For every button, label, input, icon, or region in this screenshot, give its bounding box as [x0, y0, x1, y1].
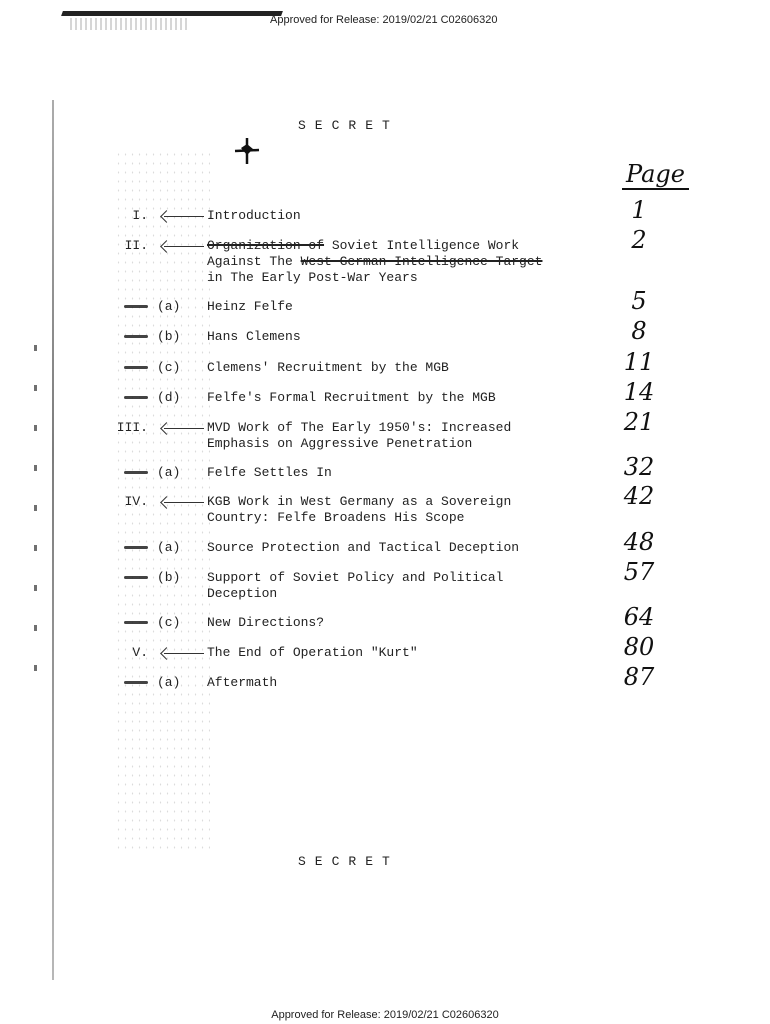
- toc-page-number: 48: [623, 528, 655, 556]
- toc-subsection-label: (b): [157, 329, 181, 344]
- toc-entry-title: Clemens' Recruitment by the MGB: [207, 360, 449, 375]
- toc-page-number: 42: [623, 482, 655, 510]
- release-stamp-bottom: Approved for Release: 2019/02/21 C02606320: [271, 1009, 499, 1021]
- toc-entry-title: Introduction: [207, 208, 301, 223]
- toc-page-number: 11: [623, 348, 655, 376]
- toc-page-number: 2: [631, 226, 647, 254]
- toc-entry-title: Heinz Felfe: [207, 299, 293, 314]
- numeral-scribble-mark: [124, 335, 148, 338]
- toc-entry-title: Felfe Settles In: [207, 465, 332, 480]
- page-column-heading: Page: [622, 162, 689, 190]
- toc-entry-title: New Directions?: [207, 615, 325, 630]
- toc-entry-title: Felfe's Formal Recruitment by the MGB: [207, 390, 496, 405]
- toc-page-number: 32: [623, 453, 655, 481]
- toc-section-numeral: III.: [116, 420, 148, 435]
- toc-entry-title: Hans Clemens: [207, 329, 301, 344]
- toc-subsection-label: (a): [157, 299, 181, 314]
- toc-page-number: 64: [623, 603, 655, 631]
- toc-entry-title: MVD Work of The Early 1950's: Increased Emphasis on Aggressive Penetration: [207, 420, 512, 451]
- numeral-scribble-mark: [124, 396, 148, 399]
- numeral-scribble-mark: [124, 576, 148, 579]
- hand-arrow-mark: [164, 653, 204, 654]
- hand-arrow-mark: [164, 246, 204, 247]
- toc-page-number: 5: [631, 287, 647, 315]
- toc-page-number: 21: [623, 408, 655, 436]
- toc-subsection-label: (c): [157, 615, 181, 630]
- toc-page-number: 8: [631, 317, 647, 345]
- toc-subsection-label: (b): [157, 570, 181, 585]
- numeral-scribble-mark: [124, 305, 148, 308]
- toc-entry-title: Organization of Soviet Intelligence Work Against The West German Intelligence Target in The Early Post-War Years: [207, 238, 543, 285]
- scan-edge-line: [52, 100, 54, 980]
- toc-page-number: 87: [623, 663, 655, 691]
- toc-page-number: 14: [623, 378, 655, 406]
- toc-section-numeral: V.: [132, 645, 148, 660]
- toc-page-number: 80: [623, 633, 655, 661]
- numeral-scribble-mark: [124, 546, 148, 549]
- classification-top: SECRET: [298, 118, 399, 133]
- numeral-scribble-mark: [124, 681, 148, 684]
- numeral-scribble-mark: [124, 471, 148, 474]
- toc-subsection-label: (c): [157, 360, 181, 375]
- hand-cross-mark: [232, 136, 262, 166]
- toc-entry-title: The End of Operation "Kurt": [207, 645, 418, 660]
- toc-subsection-label: (d): [157, 390, 181, 405]
- release-stamp-top: Approved for Release: 2019/02/21 C02606320: [270, 14, 498, 26]
- toc-entry-title: Aftermath: [207, 675, 278, 690]
- numeral-scribble-mark: [124, 621, 148, 624]
- toc-section-numeral: II.: [124, 238, 148, 253]
- toc-entry-title: KGB Work in West Germany as a Sovereign Country: Felfe Broadens His Scope: [207, 494, 512, 525]
- toc-entry-title: Source Protection and Tactical Deception: [207, 540, 520, 555]
- numeral-scribble-mark: [124, 366, 148, 369]
- hand-arrow-mark: [164, 216, 204, 217]
- hand-arrow-mark: [164, 502, 204, 503]
- toc-page-number: 1: [631, 196, 647, 224]
- toc-subsection-label: (a): [157, 540, 181, 555]
- hand-arrow-mark: [164, 428, 204, 429]
- classification-bottom: SECRET: [298, 854, 399, 869]
- toc-page-number: 57: [623, 558, 655, 586]
- toc-subsection-label: (a): [157, 465, 181, 480]
- toc-section-numeral: IV.: [124, 494, 148, 509]
- toc-subsection-label: (a): [157, 675, 181, 690]
- toc-section-numeral: I.: [132, 208, 148, 223]
- scan-edge-marks: [34, 345, 37, 685]
- toc-entry-title: Support of Soviet Policy and Political Deception: [207, 570, 504, 601]
